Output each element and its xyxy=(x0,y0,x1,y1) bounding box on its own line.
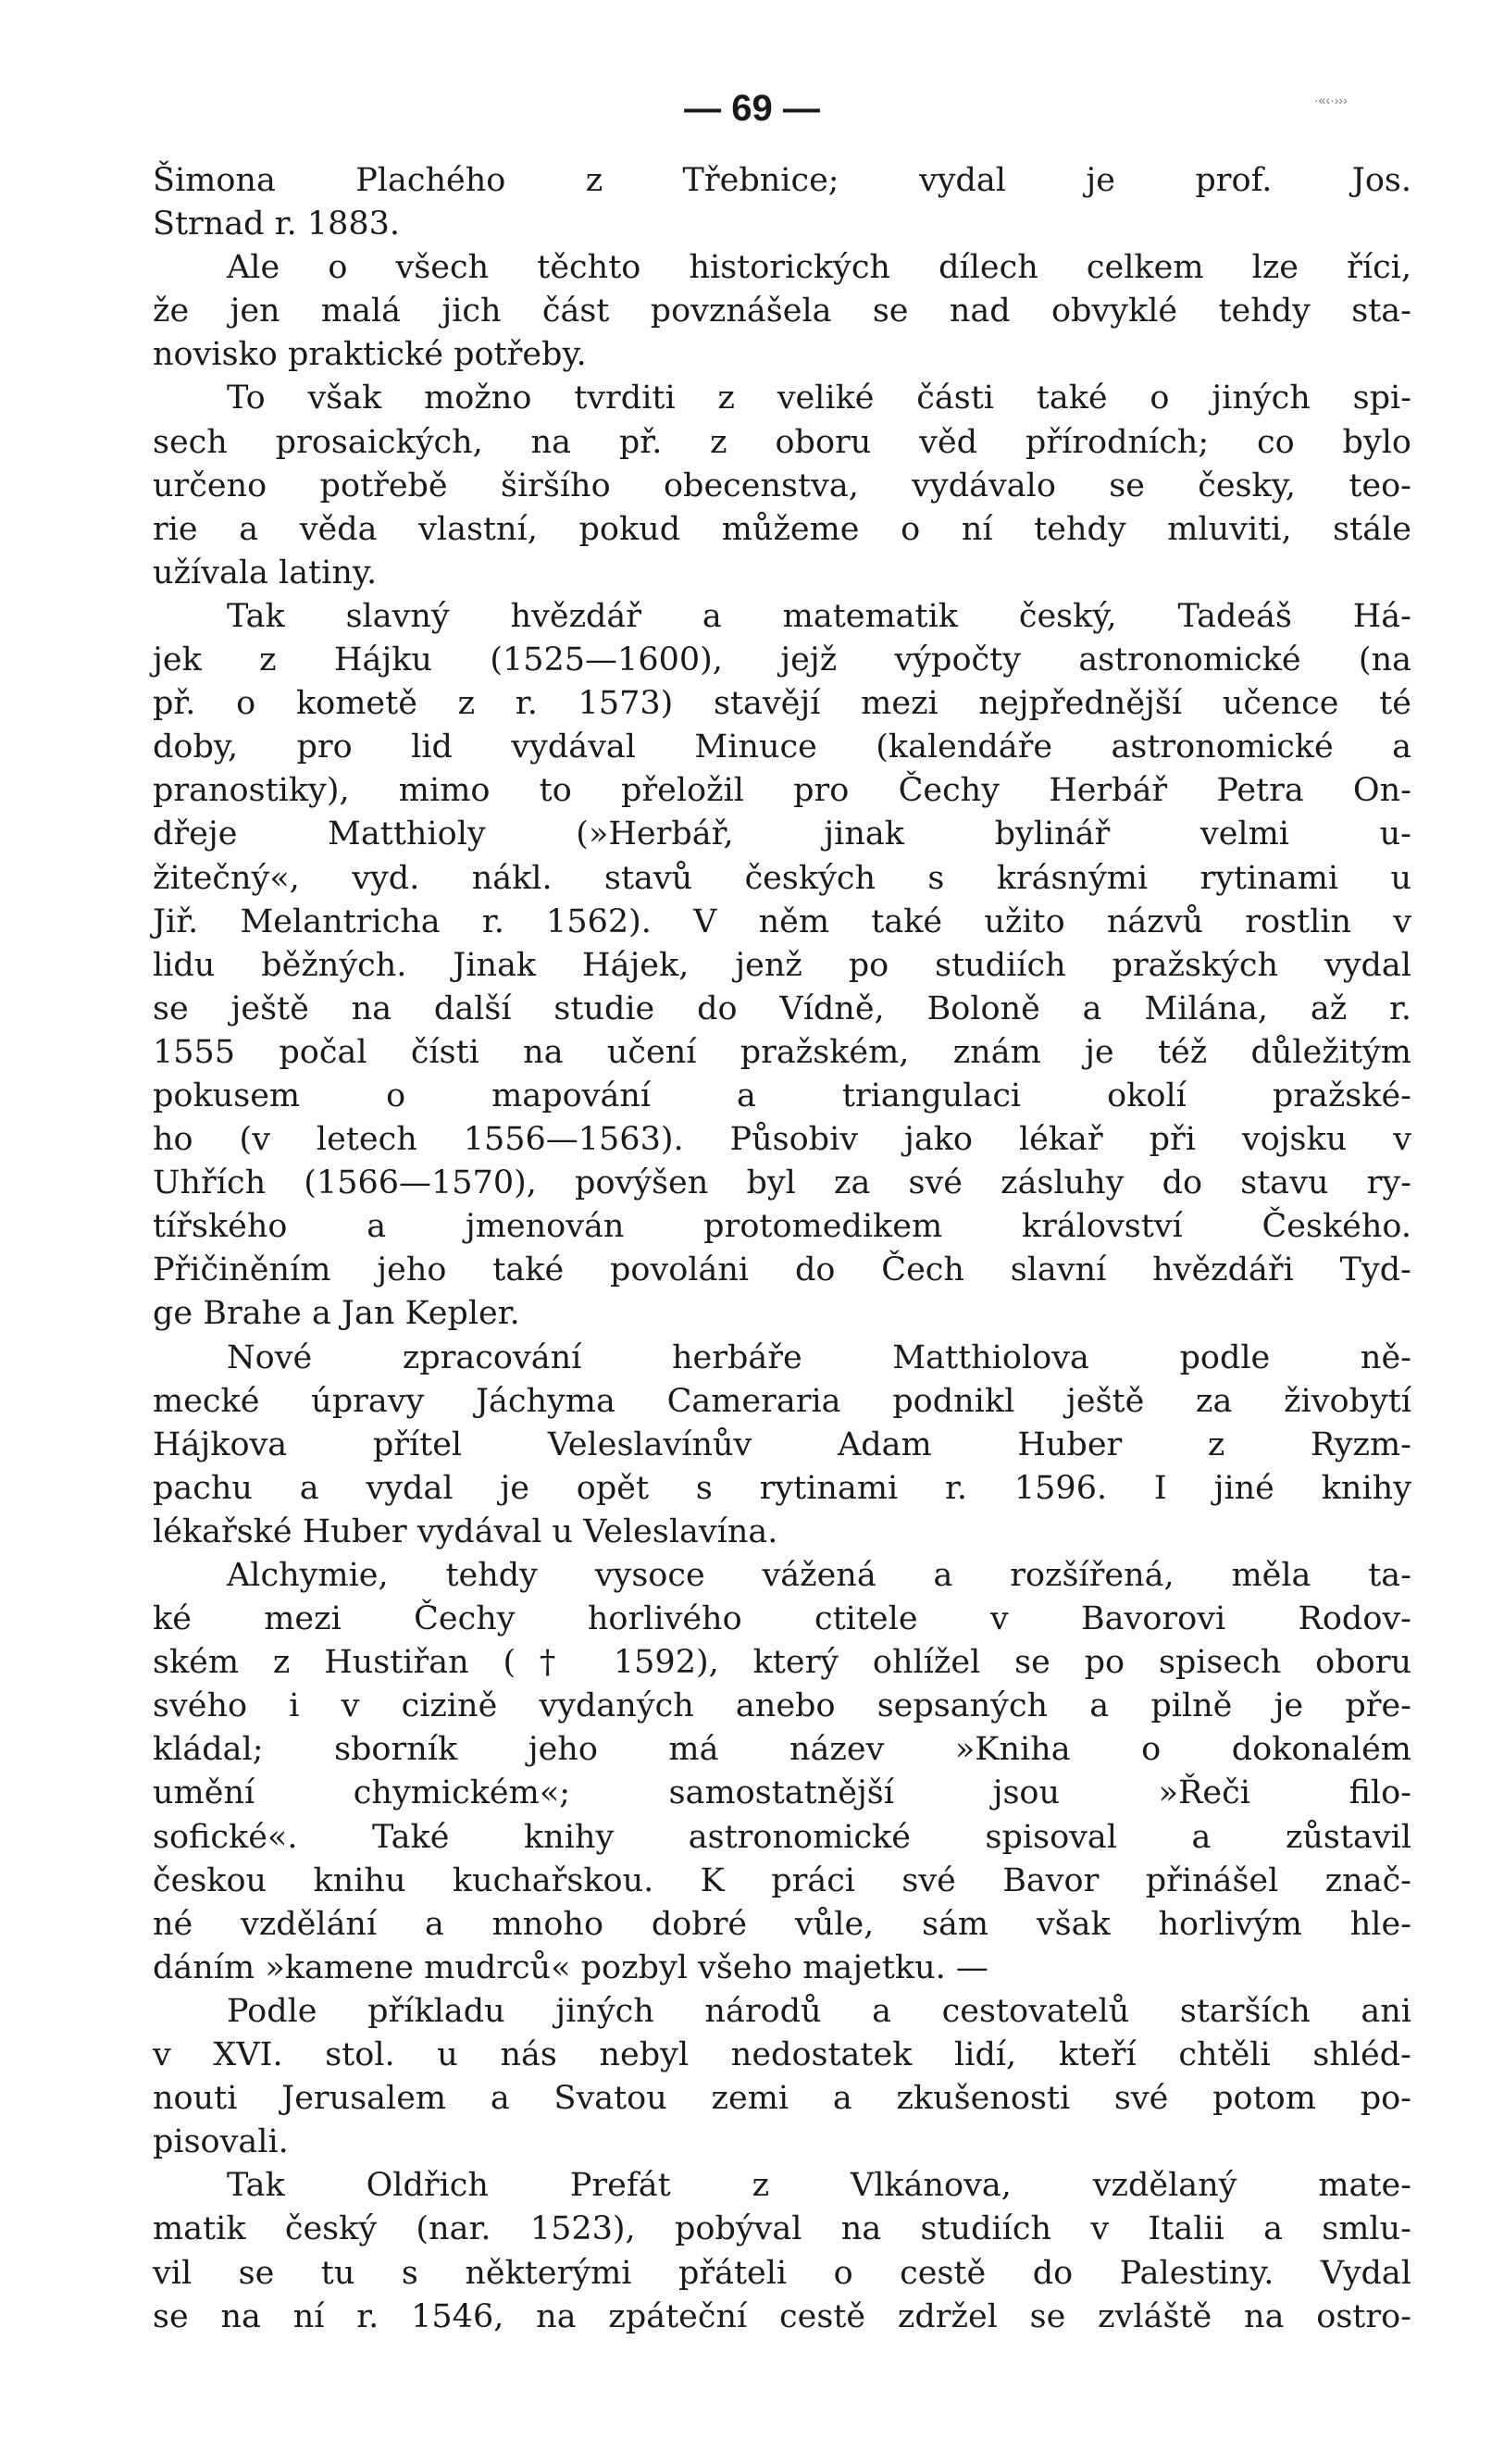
text-line: tířského a jmenován protomedikem království Českého. xyxy=(153,1208,1411,1246)
text-line: sech prosaických, na př. z oboru věd přírodních; co bylo xyxy=(153,423,1411,461)
text-line: ho (v letech 1556—1563). Působiv jako lékař při vojsku v xyxy=(153,1121,1411,1159)
text-line: že jen malá jich část povznášela se nad obvyklé tehdy sta- xyxy=(153,292,1411,330)
text-line: Podle příkladu jiných národů a cestovatelů starších ani xyxy=(227,1992,1411,2030)
text-line: dřeje Matthioly (»Herbář, jinak bylinář velmi u- xyxy=(153,815,1411,853)
text-line: né vzdělání a mnoho dobré vůle, sám však horlivým hle- xyxy=(153,1905,1411,1943)
text-line: dáním »kamene mudrců« pozbyl všeho majetku. — xyxy=(153,1948,988,1986)
text-line: doby, pro lid vydával Minuce (kalendáře astronomické a xyxy=(153,728,1411,766)
text-line: jek z Hájku (1525—1600), jejž výpočty astronomické (na xyxy=(153,641,1411,679)
body-text xyxy=(153,159,1411,2339)
text-line: kládal; sborník jeho má název »Kniha o dokonalém xyxy=(153,1731,1411,1769)
text-line: Nové zpracování herbáře Matthiolova podle ně- xyxy=(227,1338,1411,1376)
text-line: rie a věda vlastní, pokud můžeme o ní tehdy mluviti, stále xyxy=(153,510,1411,548)
text-line: určeno potřebě širšího obecenstva, vydávalo se česky, teo- xyxy=(153,467,1411,504)
text-line: Strnad r. 1883. xyxy=(153,205,401,243)
text-line: 1555 počal čísti na učení pražském, znám je též důležitým xyxy=(153,1033,1411,1071)
text-line: Šimona Plachého z Třebnice; vydal je prof. Jos. xyxy=(153,162,1411,199)
text-line: vil se tu s některými přáteli o cestě do Palestiny. Vydal xyxy=(153,2254,1411,2292)
text-line: novisko praktické potřeby. xyxy=(153,336,587,374)
text-line: ge Brahe a Jan Kepler. xyxy=(153,1295,520,1333)
text-line: umění chymickém«; samostatnější jsou »Řeči filo- xyxy=(153,1774,1411,1812)
text-line: pokusem o mapování a triangulaci okolí pražské- xyxy=(153,1076,1411,1114)
text-line: ském z Hustiřan († 1592), který ohlížel se po spisech oboru xyxy=(153,1644,1411,1682)
text-line: Tak Oldřich Prefát z Vlkánova, vzdělaný mate- xyxy=(227,2167,1411,2205)
text-line: matik český (nar. 1523), pobýval na studiích v Italii a smlu- xyxy=(153,2210,1411,2248)
text-line: ké mezi Čechy horlivého ctitele v Bavorovi Rodov- xyxy=(153,1600,1411,1638)
text-line: Přičiněním jeho také povoláni do Čech slavní hvězdáři Tyd- xyxy=(153,1251,1411,1289)
text-line: Alchymie, tehdy vysoce vážená a rozšířená, měla ta- xyxy=(227,1557,1411,1594)
text-line: žitečný«, vyd. nákl. stavů českých s krásnými rytinami u xyxy=(153,859,1411,897)
text-line: lékařské Huber vydával u Veleslavína. xyxy=(153,1512,778,1550)
text-line: se na ní r. 1546, na zpáteční cestě zdržel se zvláště na ostro- xyxy=(153,2297,1411,2335)
corner-mark: ·«‹·››› xyxy=(1314,93,1348,107)
text-line: pisovali. xyxy=(153,2123,289,2161)
page-number: — 69 — xyxy=(684,88,820,129)
text-line: pranostiky), mimo to přeložil pro Čechy Herbář Petra On- xyxy=(153,772,1411,810)
text-line: Hájkova přítel Veleslavínův Adam Huber z Ryzm- xyxy=(153,1425,1411,1463)
text-line: To však možno tvrditi z veliké části také o jiných spi- xyxy=(227,380,1411,417)
text-line: českou knihu kuchařskou. K práci své Bavor přinášel znač- xyxy=(153,1861,1411,1899)
text-line: pachu a vydal je opět s rytinami r. 1596. I jiné knihy xyxy=(153,1469,1411,1507)
text-line: př. o kometě z r. 1573) stavějí mezi nejpřednější učence té xyxy=(153,685,1411,723)
text-line: Tak slavný hvězdář a matematik český, Tadeáš Há- xyxy=(227,597,1411,635)
text-line: Uhřích (1566—1570), povýšen byl za své zásluhy do stavu ry- xyxy=(153,1164,1411,1202)
text-line: sofické«. Také knihy astronomické spisoval a zůstavil xyxy=(153,1818,1411,1856)
text-line: mecké úpravy Jáchyma Cameraria podnikl ještě za živobytí xyxy=(153,1382,1411,1420)
text-line: Ale o všech těchto historických dílech celkem lze říci, xyxy=(227,249,1411,287)
text-line: v XVI. stol. u nás nebyl nedostatek lidí, kteří chtěli shléd- xyxy=(153,2036,1411,2074)
text-line: svého i v cizině vydaných anebo sepsaných a pilně je pře- xyxy=(153,1687,1411,1725)
text-line: se ještě na další studie do Vídně, Boloně a Milána, až r. xyxy=(153,989,1411,1027)
text-line: nouti Jerusalem a Svatou zemi a zkušenosti své potom po- xyxy=(153,2080,1411,2118)
text-line: užívala latiny. xyxy=(153,554,378,591)
text-line: lidu běžných. Jinak Hájek, jenž po studiích pražských vydal xyxy=(153,946,1411,984)
text-line: Jiř. Melantricha r. 1562). V něm také užito názvů rostlin v xyxy=(153,902,1411,940)
